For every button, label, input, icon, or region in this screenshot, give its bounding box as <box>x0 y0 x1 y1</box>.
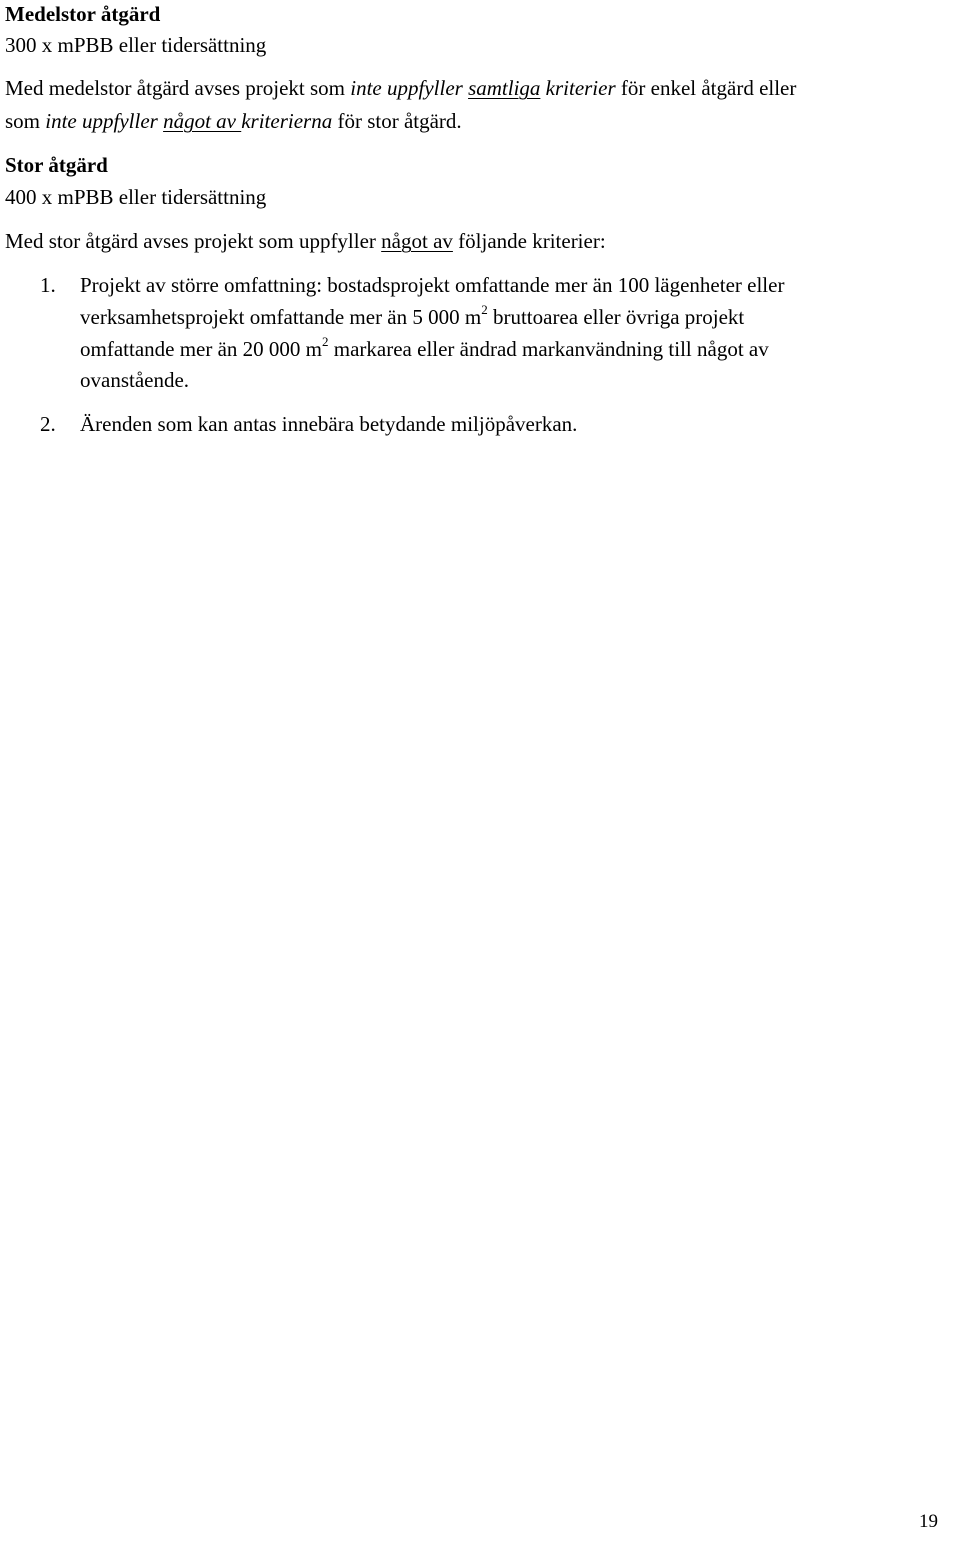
text-run: bruttoarea eller övriga projekt <box>487 305 745 329</box>
text-run-italic: inte uppfyller <box>350 76 463 100</box>
criterion-1-line3 <box>80 334 769 361</box>
heading-stor: Stor åtgärd <box>5 153 108 177</box>
text-run: markarea eller ändrad markanvändning till något av <box>328 337 769 361</box>
text-run-italic: inte uppfyller <box>45 109 158 133</box>
criterion-1-line2 <box>80 302 745 329</box>
text-run: för stor åtgärd. <box>332 109 462 133</box>
criterion-1-line1: Projekt av större omfattning: bostadsprojekt omfattande mer än 100 lägenheter eller <box>80 273 785 297</box>
text-run: Med stor åtgärd avses projekt som uppfyller <box>5 229 382 253</box>
text-run-italic-underlined: något av <box>163 109 242 133</box>
text-run-italic: kriterier <box>545 76 616 100</box>
criterion-2-line1: Ärenden som kan antas innebära betydande miljöpåverkan. <box>80 412 578 436</box>
superscript: 2 <box>481 302 488 317</box>
heading-medelstor: Medelstor åtgärd <box>5 2 161 26</box>
fee-medelstor: 300 x mPBB eller tidersättning <box>5 33 267 57</box>
desc-medelstor-line1 <box>5 76 796 100</box>
criterion-number: 2. <box>40 412 56 436</box>
text-run: som <box>5 109 46 133</box>
text-run: omfattande mer än 20 000 m <box>80 337 323 361</box>
desc-stor <box>5 229 606 253</box>
text-run: verksamhetsprojekt omfattande mer än 5 000 m <box>80 305 482 329</box>
text-run-italic: kriterierna <box>241 109 333 133</box>
text-run-underlined: något av <box>381 229 453 253</box>
page-number: 19 <box>919 1511 938 1532</box>
text-run: för enkel åtgärd eller <box>615 76 797 100</box>
text-run-italic-underlined: samtliga <box>468 76 541 100</box>
fee-stor: 400 x mPBB eller tidersättning <box>5 185 267 209</box>
superscript: 2 <box>322 334 329 349</box>
criterion-number: 1. <box>40 273 56 297</box>
desc-medelstor-line2 <box>5 109 462 133</box>
text-run: följande kriterier: <box>452 229 606 253</box>
criterion-1-line4: ovanstående. <box>80 368 190 392</box>
text-run: Med medelstor åtgärd avses projekt som <box>5 76 351 100</box>
